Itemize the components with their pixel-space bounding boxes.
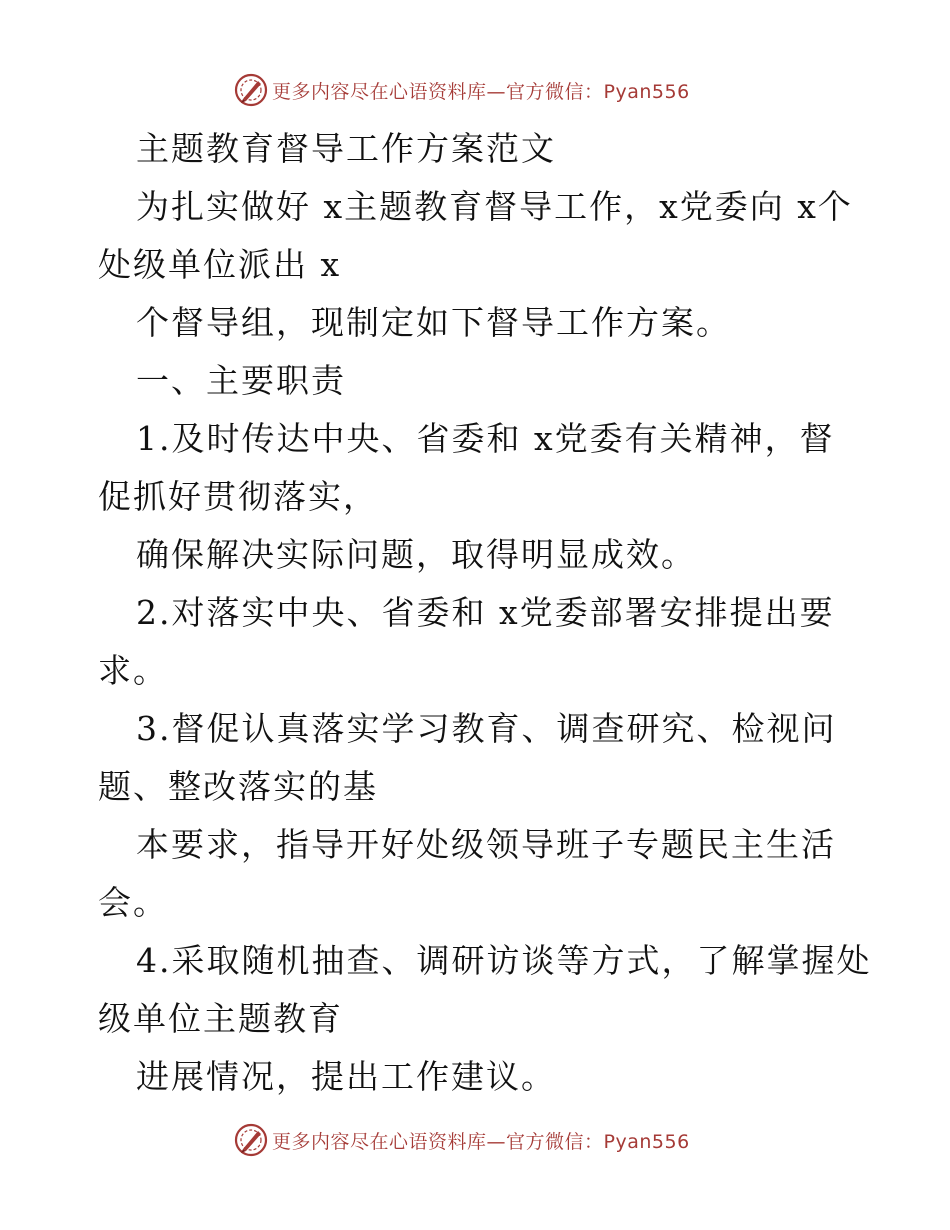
paragraph-line: 确保解决实际问题，取得明显成效。 [136, 535, 696, 574]
paragraph-line: 本要求，指导开好处级领导班子专题民主生活 [136, 825, 836, 864]
watermark-footer [234, 1122, 690, 1158]
paragraph-line: 会。 [98, 883, 168, 922]
document-body [98, 120, 872, 1106]
watermark-text: 更多内容尽在心语资料库—官方微信：Pyan556 [272, 80, 690, 103]
paragraph-line: 3.督促认真落实学习教育、调查研究、检视问 [136, 709, 837, 748]
section-heading: 一、主要职责 [136, 361, 346, 400]
paragraph-line: 进展情况，提出工作建议。 [136, 1057, 556, 1096]
paragraph-line: 为扎实做好 x主题教育督导工作，x党委向 x个 [136, 187, 853, 226]
watermark-header [234, 72, 690, 108]
paragraph-line: 2.对落实中央、省委和 x党委部署安排提出要 [136, 593, 835, 632]
paragraph-line: 级单位主题教育 [98, 999, 343, 1038]
paragraph-line: 4.采取随机抽查、调研访谈等方式，了解掌握处 [136, 941, 872, 980]
pen-logo-icon [234, 1123, 268, 1157]
paragraph-line: 个督导组，现制定如下督导工作方案。 [136, 303, 731, 342]
watermark-text: 更多内容尽在心语资料库—官方微信：Pyan556 [272, 1130, 690, 1153]
paragraph-line: 处级单位派出 x [98, 245, 342, 284]
document-title: 主题教育督导工作方案范文 [136, 129, 556, 168]
paragraph-line: 求。 [98, 651, 168, 690]
paragraph-line: 促抓好贯彻落实， [98, 477, 378, 516]
pen-logo-icon [234, 73, 268, 107]
paragraph-line: 题、整改落实的基 [98, 767, 378, 806]
paragraph-line: 1.及时传达中央、省委和 x党委有关精神，督 [136, 419, 835, 458]
